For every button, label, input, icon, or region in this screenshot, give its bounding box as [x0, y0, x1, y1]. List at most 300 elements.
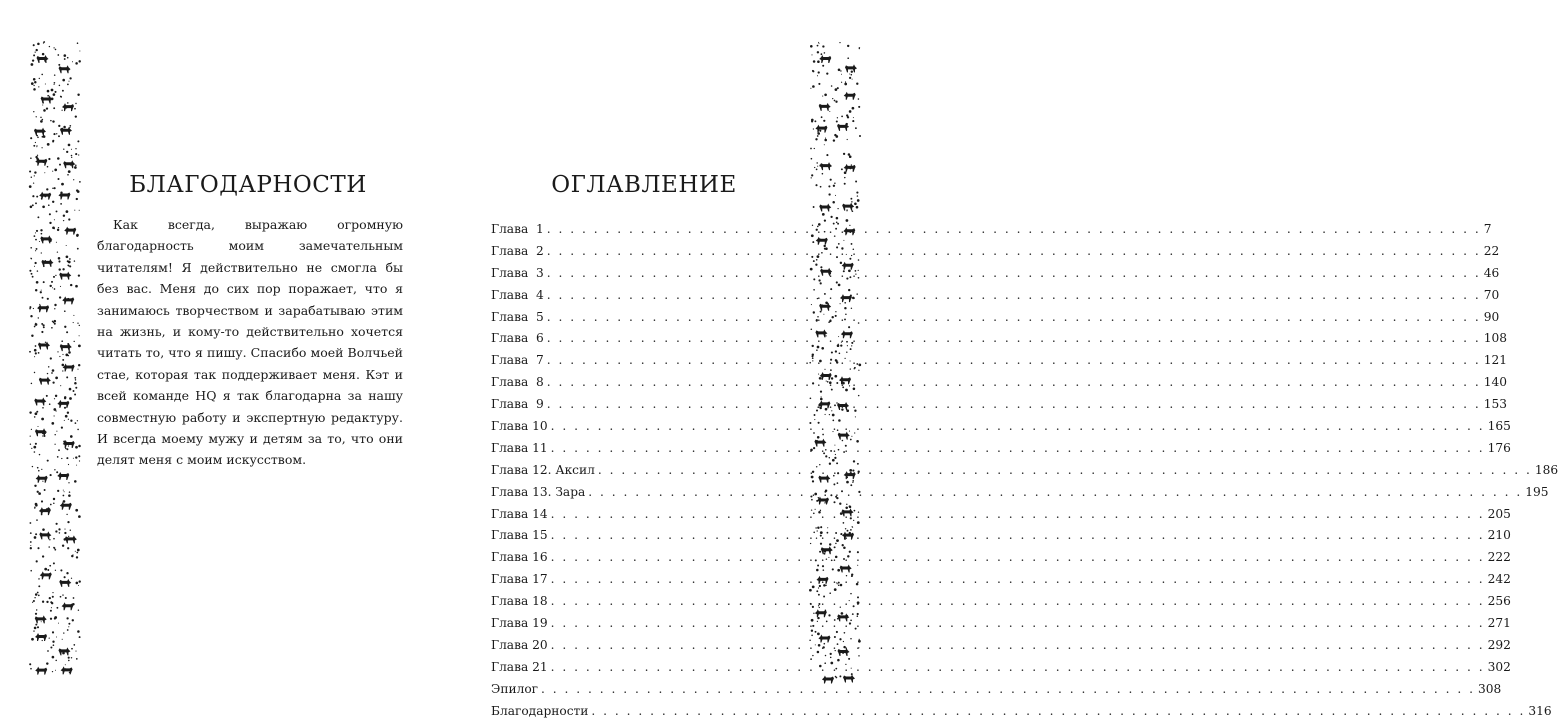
star-speck — [838, 284, 841, 287]
star-speck — [811, 635, 813, 637]
star-speck — [35, 503, 38, 506]
toc-entry-label: Глава 10 — [491, 419, 548, 434]
star-speck — [822, 173, 824, 175]
wolf-icon — [60, 127, 72, 135]
star-speck — [50, 610, 52, 612]
star-speck — [821, 347, 824, 350]
star-speck — [825, 414, 826, 415]
star-speck — [74, 108, 76, 110]
star-speck — [63, 126, 66, 129]
star-speck — [832, 98, 833, 99]
star-speck — [841, 168, 843, 170]
star-speck — [42, 481, 43, 482]
star-speck — [69, 397, 72, 400]
star-speck — [822, 213, 825, 216]
star-speck — [858, 259, 860, 261]
star-speck — [51, 281, 53, 283]
wolf-icon — [820, 162, 832, 170]
star-speck — [77, 42, 79, 44]
star-speck — [32, 276, 34, 278]
toc-entry-page: 292 — [1487, 637, 1511, 652]
star-speck — [844, 632, 846, 634]
star-speck — [819, 130, 821, 132]
star-speck — [75, 285, 78, 288]
star-speck — [815, 138, 817, 140]
star-speck — [820, 186, 822, 188]
star-speck — [71, 149, 72, 150]
toc-entry-label: Глава 13. Зара — [491, 484, 586, 499]
star-speck — [810, 543, 811, 544]
star-speck — [846, 210, 847, 211]
toc-entry-label: Глава 15 — [491, 528, 548, 543]
toc-entry — [491, 616, 1511, 638]
star-speck — [859, 48, 860, 49]
star-speck — [58, 135, 60, 137]
star-speck — [42, 640, 43, 641]
star-speck — [50, 601, 52, 603]
star-speck — [31, 448, 32, 449]
star-speck — [39, 78, 40, 79]
toc-entry-label: Глава 7 — [491, 353, 544, 368]
star-speck — [44, 489, 46, 491]
star-speck — [37, 592, 39, 594]
star-speck — [852, 482, 853, 483]
star-speck — [839, 675, 841, 677]
star-speck — [55, 49, 57, 51]
star-speck — [30, 315, 32, 317]
star-speck — [46, 188, 48, 190]
star-speck — [55, 530, 57, 532]
star-speck — [37, 155, 38, 156]
star-speck — [58, 64, 60, 66]
star-speck — [68, 660, 70, 662]
star-speck — [42, 435, 43, 436]
star-speck — [830, 657, 832, 659]
toc-entry-label: Глава 17 — [491, 572, 548, 587]
star-speck — [858, 106, 860, 108]
star-speck — [35, 289, 37, 291]
star-speck — [57, 490, 59, 492]
star-speck — [857, 199, 860, 202]
star-speck — [70, 529, 71, 530]
star-speck — [74, 166, 77, 169]
star-speck — [64, 532, 66, 534]
star-speck — [817, 60, 820, 63]
star-speck — [49, 539, 50, 540]
star-speck — [832, 414, 835, 417]
wolf-icon — [58, 647, 70, 655]
star-speck — [31, 429, 32, 430]
toc-entry-page: 22 — [1483, 243, 1500, 258]
wolf-icon — [39, 531, 51, 539]
star-speck — [817, 45, 819, 47]
star-speck — [74, 480, 77, 483]
star-speck — [67, 102, 69, 104]
wolf-icon — [35, 633, 47, 641]
star-speck — [63, 214, 65, 216]
star-speck — [29, 522, 31, 524]
wolf-icon — [39, 377, 51, 385]
star-speck — [847, 139, 848, 140]
star-speck — [817, 51, 819, 53]
star-speck — [56, 210, 58, 212]
wolf-icon — [41, 95, 53, 103]
star-speck — [31, 273, 33, 275]
star-speck — [45, 342, 46, 343]
star-speck — [63, 632, 64, 633]
contents-title: ОГЛАВЛЕНИЕ — [551, 172, 737, 198]
toc-entry — [491, 637, 1511, 660]
star-speck — [69, 127, 70, 128]
star-speck — [842, 544, 844, 546]
toc-entry — [491, 659, 1511, 682]
wolf-icon — [62, 103, 74, 111]
star-speck — [836, 677, 838, 679]
star-speck — [54, 323, 56, 325]
star-speck — [67, 547, 69, 549]
star-speck — [60, 569, 62, 571]
star-speck — [817, 436, 820, 439]
toc-leader-dots: . . . . . . . . . . . . . . . . . . . . . . . . . . . . . . . . . . . . . . . . . . . . . . . . . . . . . . . . . . . . . . . . . . . . . . . . . . . . . . . . — [550, 637, 1485, 652]
acknowledgements-title: БЛАГОДАРНОСТИ — [129, 172, 367, 198]
star-speck — [35, 352, 37, 354]
star-speck — [49, 403, 51, 405]
star-speck — [55, 670, 56, 671]
star-speck — [857, 565, 858, 566]
star-speck — [837, 87, 839, 89]
star-speck — [823, 120, 825, 122]
star-speck — [849, 155, 852, 158]
wolf-icon — [815, 125, 827, 133]
toc-leader-dots: . . . . . . . . . . . . . . . . . . . . . . . . . . . . . . . . . . . . . . . . . . . . . . . . . . . . . . . . . . . . . . . . . . . . . . . . . . . . . . . . — [546, 309, 1481, 324]
star-speck — [49, 638, 50, 639]
star-speck — [55, 410, 56, 411]
wolf-icon — [844, 92, 856, 100]
star-speck — [52, 656, 55, 659]
star-speck — [837, 482, 839, 484]
star-speck — [75, 509, 78, 512]
star-speck — [49, 46, 50, 47]
star-speck — [859, 135, 861, 137]
star-speck — [64, 529, 65, 530]
star-speck — [855, 181, 857, 183]
star-speck — [79, 50, 80, 51]
toc-entry — [491, 419, 1511, 441]
star-speck — [851, 164, 852, 165]
star-speck — [68, 657, 70, 659]
star-speck — [60, 96, 62, 98]
star-speck — [64, 310, 66, 312]
star-speck — [45, 83, 46, 84]
star-speck — [829, 543, 831, 545]
star-speck — [43, 42, 44, 43]
star-speck — [817, 135, 819, 137]
star-speck — [73, 458, 74, 459]
star-speck — [56, 431, 57, 432]
star-speck — [68, 419, 69, 420]
star-speck — [75, 379, 76, 380]
star-speck — [64, 420, 65, 421]
star-speck — [36, 230, 38, 232]
toc-entry-page: 176 — [1487, 440, 1511, 455]
star-speck — [34, 235, 36, 237]
wolf-icon — [59, 272, 71, 280]
star-speck — [822, 96, 823, 97]
star-speck — [825, 655, 827, 657]
star-speck — [836, 631, 838, 633]
star-speck — [54, 219, 55, 220]
star-speck — [37, 547, 39, 549]
star-speck — [812, 70, 814, 72]
star-speck — [839, 503, 841, 505]
star-speck — [844, 302, 846, 304]
star-speck — [34, 627, 37, 630]
wolf-icon — [57, 400, 69, 408]
star-speck — [836, 281, 838, 283]
wolf-icon — [58, 192, 70, 200]
star-speck — [36, 49, 38, 51]
star-speck — [38, 578, 40, 580]
star-speck — [51, 607, 52, 608]
star-speck — [29, 270, 31, 272]
wolf-icon — [819, 204, 831, 212]
star-speck — [57, 456, 59, 458]
star-speck — [52, 596, 54, 598]
star-speck — [38, 492, 41, 495]
star-speck — [29, 663, 31, 665]
star-speck — [78, 345, 81, 348]
star-speck — [809, 589, 812, 592]
toc-entry-label: Глава 12. Аксил — [491, 462, 595, 477]
star-speck — [818, 71, 820, 73]
star-speck — [37, 270, 38, 271]
star-speck — [58, 260, 60, 262]
star-speck — [56, 637, 57, 638]
toc-entry-page: 46 — [1483, 265, 1500, 280]
toc-leader-dots: . . . . . . . . . . . . . . . . . . . . . . . . . . . . . . . . . . . . . . . . . . . . . . . . . . . . . . . . . . . . . . . . . . . . . . . . . . . . . . . . — [550, 659, 1485, 674]
star-speck — [32, 195, 34, 197]
star-speck — [63, 490, 64, 491]
star-speck — [832, 201, 835, 204]
toc-entry — [491, 265, 1500, 288]
wolf-icon — [64, 227, 76, 235]
star-speck — [34, 175, 35, 176]
star-speck — [69, 491, 71, 493]
star-speck — [33, 182, 34, 183]
star-speck — [73, 315, 74, 316]
star-speck — [78, 585, 79, 586]
star-speck — [60, 286, 61, 287]
toc-entry-page: 222 — [1487, 550, 1511, 565]
star-speck — [35, 239, 37, 241]
star-speck — [849, 77, 851, 79]
star-speck — [852, 526, 853, 527]
star-speck — [37, 626, 39, 628]
toc-entry — [491, 309, 1500, 332]
star-speck — [829, 111, 830, 112]
star-speck — [32, 466, 33, 467]
star-speck — [825, 455, 827, 457]
star-speck — [78, 515, 81, 518]
star-speck — [54, 308, 55, 309]
star-speck — [29, 308, 31, 310]
star-speck — [75, 551, 76, 552]
star-speck — [826, 72, 828, 74]
star-speck — [31, 63, 34, 66]
star-speck — [66, 255, 69, 258]
star-speck — [66, 151, 68, 153]
star-speck — [36, 609, 37, 610]
star-speck — [35, 202, 37, 204]
toc-leader-dots: . . . . . . . . . . . . . . . . . . . . . . . . . . . . . . . . . . . . . . . . . . . . . . . . . . . . . . . . . . . . . . . . . . . . . . . . . . . . . . . . — [550, 594, 1485, 609]
toc-entry — [491, 506, 1511, 529]
star-speck — [54, 434, 55, 435]
star-speck — [42, 53, 45, 56]
star-speck — [53, 538, 55, 540]
toc-entry — [491, 594, 1511, 616]
star-speck — [33, 145, 35, 147]
star-speck — [33, 88, 36, 91]
star-speck — [42, 297, 44, 299]
star-speck — [72, 554, 73, 555]
wolf-icon — [842, 203, 854, 211]
star-speck — [38, 352, 40, 354]
star-speck — [73, 390, 75, 392]
star-speck — [54, 616, 57, 619]
star-speck — [67, 521, 69, 523]
star-speck — [53, 498, 55, 500]
star-speck — [812, 480, 814, 482]
star-speck — [31, 176, 32, 177]
star-speck — [37, 216, 39, 218]
star-speck — [52, 369, 55, 372]
star-speck — [36, 519, 38, 521]
star-speck — [822, 434, 824, 436]
star-speck — [38, 470, 40, 472]
star-speck — [48, 204, 50, 206]
star-speck — [66, 245, 67, 246]
star-speck — [54, 304, 56, 306]
star-speck — [70, 435, 73, 438]
star-speck — [69, 388, 72, 391]
toc-entry-label: Глава 5 — [491, 309, 544, 324]
star-speck — [47, 298, 49, 300]
star-speck — [77, 140, 79, 142]
toc-entry-label: Глава 1 — [491, 222, 544, 236]
star-speck — [55, 275, 56, 276]
star-speck — [814, 167, 815, 168]
star-speck — [68, 464, 69, 465]
star-speck — [48, 366, 49, 367]
star-speck — [52, 140, 54, 142]
wolf-icon — [62, 602, 74, 610]
star-speck — [850, 348, 852, 350]
star-speck — [74, 394, 76, 396]
star-speck — [42, 104, 43, 105]
star-speck — [36, 411, 38, 413]
star-speck — [816, 569, 819, 572]
star-speck — [30, 541, 32, 543]
wolf-icon — [62, 296, 74, 304]
star-speck — [34, 372, 35, 373]
star-speck — [67, 260, 69, 262]
star-speck — [62, 370, 63, 371]
toc-entry-label: Глава 2 — [491, 243, 544, 258]
star-speck — [61, 183, 64, 186]
star-speck — [847, 45, 849, 47]
toc-entry-page: 90 — [1483, 309, 1500, 324]
star-speck — [835, 195, 836, 196]
star-speck — [30, 247, 32, 249]
star-speck — [55, 377, 58, 380]
star-speck — [41, 500, 43, 502]
star-speck — [38, 595, 40, 597]
star-speck — [47, 90, 50, 93]
toc-leader-dots: . . . . . . . . . . . . . . . . . . . . . . . . . . . . . . . . . . . . . . . . . . . . . . . . . . . . . . . . . . . . . . . . . . . . . . . . . . . . . . . . — [546, 331, 1481, 346]
star-speck — [74, 377, 76, 379]
star-speck — [838, 69, 841, 72]
star-speck — [50, 504, 52, 506]
star-speck — [828, 193, 830, 195]
star-speck — [824, 502, 825, 503]
star-speck — [30, 668, 32, 670]
star-speck — [42, 205, 45, 208]
star-speck — [62, 79, 65, 82]
toc-entry — [491, 440, 1511, 463]
star-speck — [40, 117, 41, 118]
star-speck — [813, 128, 814, 129]
star-speck — [822, 565, 824, 567]
star-speck — [68, 445, 69, 446]
star-speck — [817, 633, 820, 636]
star-speck — [816, 590, 818, 592]
star-speck — [35, 412, 38, 415]
star-speck — [33, 54, 35, 56]
star-speck — [836, 217, 839, 220]
star-speck — [38, 86, 39, 87]
star-speck — [55, 570, 56, 571]
star-speck — [71, 578, 72, 579]
star-speck — [79, 181, 81, 183]
star-speck — [75, 446, 78, 449]
star-speck — [858, 370, 859, 371]
toc-entry-label: Глава 21 — [491, 659, 548, 674]
toc-leader-dots: . . . . . . . . . . . . . . . . . . . . . . . . . . . . . . . . . . . . . . . . . . . . . . . . . . . . . . . . . . . . . . . . . . . . . . . . . . . . . . . . — [546, 287, 1481, 302]
star-speck — [810, 45, 813, 48]
toc-entry-page: 153 — [1483, 397, 1507, 412]
star-speck — [858, 655, 859, 656]
star-speck — [62, 90, 64, 92]
star-speck — [811, 304, 812, 305]
toc-entry-page: 205 — [1487, 506, 1511, 521]
toc-entry-page: 242 — [1487, 572, 1511, 587]
star-speck — [74, 210, 75, 211]
star-speck — [37, 491, 39, 493]
star-speck — [41, 252, 42, 253]
wolf-icon — [819, 55, 831, 63]
toc-entry-label: Глава 20 — [491, 637, 548, 652]
star-speck — [834, 134, 836, 136]
toc-entry — [491, 397, 1507, 419]
toc-entry — [491, 703, 1552, 725]
wolf-icon — [63, 364, 75, 372]
star-speck — [37, 43, 40, 46]
star-speck — [847, 57, 849, 59]
star-speck — [33, 446, 36, 449]
star-speck — [816, 349, 818, 351]
star-speck — [73, 179, 74, 180]
acknowledgements-body: Как всегда, выражаю огромную благодарность моим замечательным читателям! Я действительно не смогла бы без вас. Меня до сих пор поражает, что я занимаюсь творчеством и зарабатываю этим на жизнь, и кому-то действительно хочется читать то, что я пишу. Спасибо моей Волчьей стае, которая так поддерживает меня. Кэт и всей команде HQ я так благодарна за нашу совместную работу и экспертную редактуру. И всегда моему мужу и детям за то, что они делят меня с моим искусством. — [97, 217, 403, 468]
